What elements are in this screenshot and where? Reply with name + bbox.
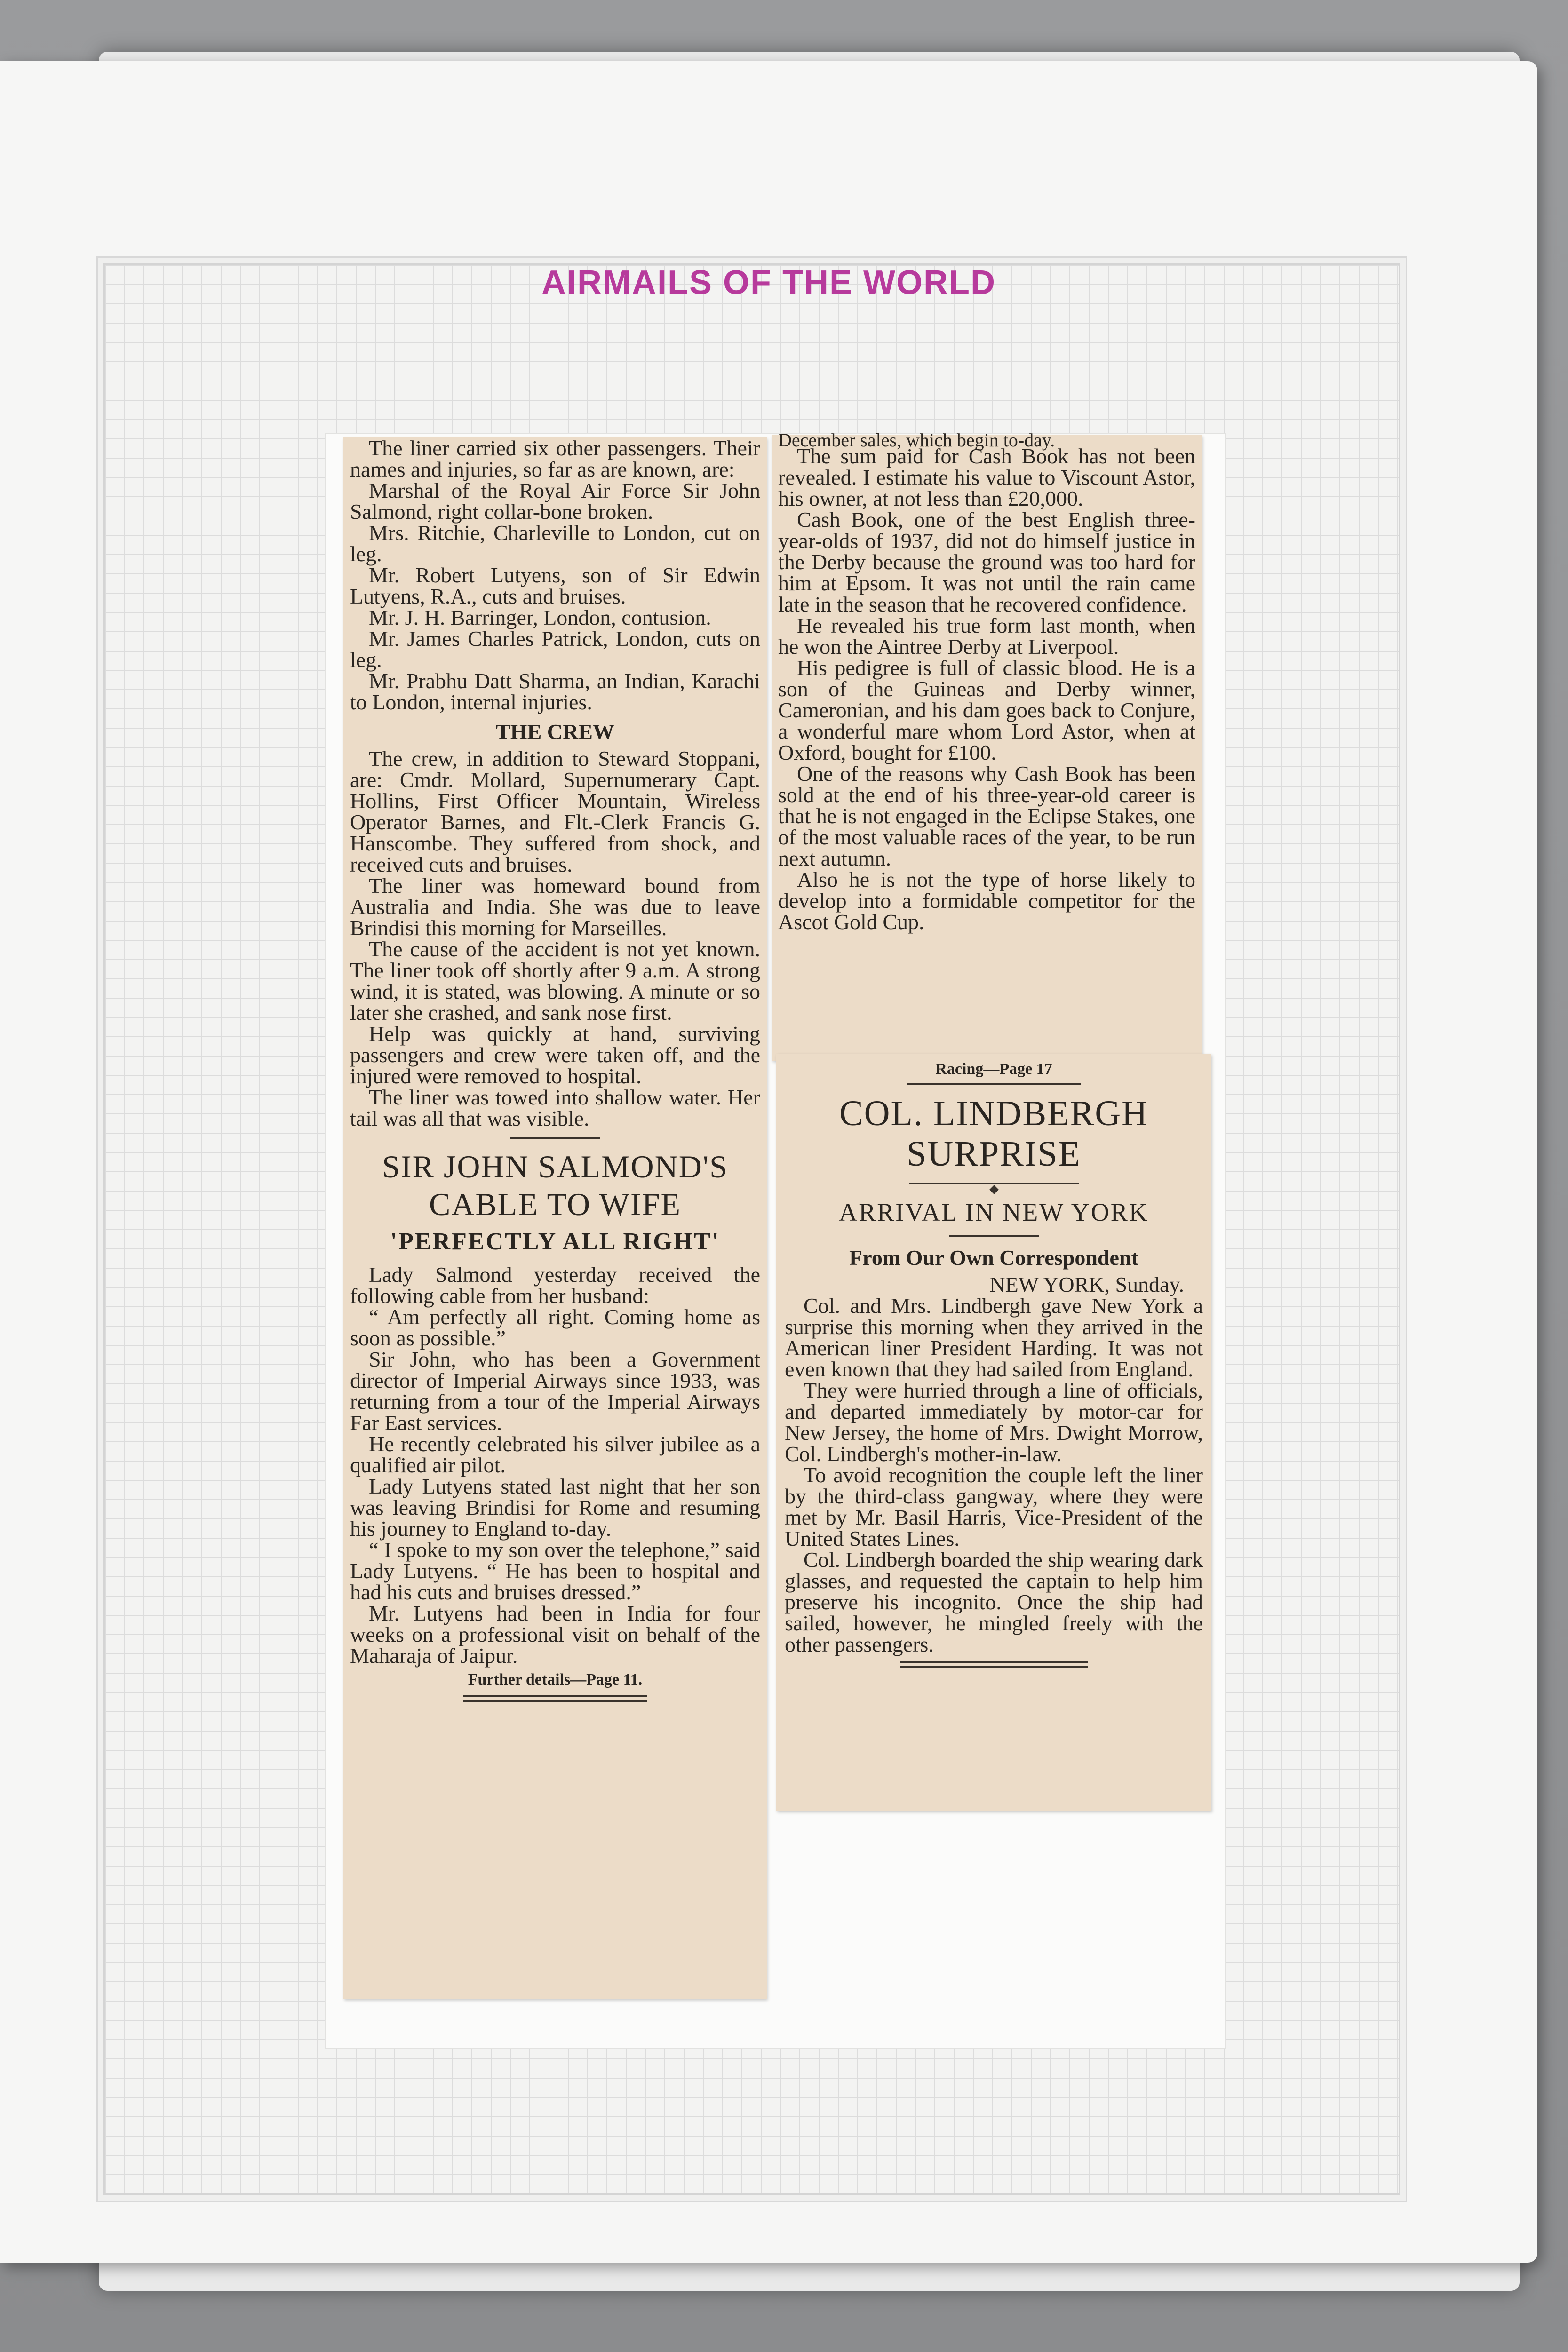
paragraph: To avoid recognition the couple left the liner by the third-class gangway, where they were met by Mr. Basil Harris, Vice-President of the United States Lines. [785, 1463, 1203, 1550]
paragraph: He recently celebrated his silver jubilee as a qualified air pilot. [350, 1432, 760, 1477]
paragraph: Cash Book, one of the best English three-year-olds of 1937, did not do himself justice in the Derby because the ground was too hard for him at Epsom. It was not until the rain came late in the season that he recovered confidence. [778, 508, 1195, 616]
paragraph: “ I spoke to my son over the telephone,” said Lady Lutyens. “ He has been to hospital and had his cuts and bruises dressed.” [350, 1538, 760, 1604]
page-reference: Further details—Page 11. [468, 1671, 643, 1688]
paragraph: His pedigree is full of classic blood. He is a son of the Guineas and Derby winner, Cameronian, and his dam goes back to Conjure, a wonderful mare whom Lord Astor, when at Oxford, bought for £100. [778, 656, 1195, 764]
paragraph: Also he is not the type of horse likely to develop into a formidable competitor for the Ascot Gold Cup. [778, 867, 1195, 934]
paragraph: Col. Lindbergh boarded the ship wearing dark glasses, and requested the captain to help him preserve his incognito. Once the ship had sailed, however, he mingled freely with the other passengers. [785, 1548, 1203, 1656]
byline: From Our Own Correspondent [849, 1246, 1138, 1270]
divider [949, 1235, 1039, 1237]
paragraph: The cause of the accident is not yet known. The liner took off shortly after 9 a.m. A strong wind, it is stated, was blowing. A minute or so later she crashed, and sank nose first. [350, 937, 760, 1025]
subheadline: 'PERFECTLY ALL RIGHT' [390, 1228, 720, 1255]
dateline: NEW YORK, Sunday. [989, 1272, 1184, 1296]
subheadline: ARRIVAL IN NEW YORK [839, 1198, 1149, 1226]
paragraph: He revealed his true form last month, when he won the Aintree Derby at Liverpool. [778, 613, 1195, 659]
page-title: AIRMAILS OF THE WORLD [541, 264, 996, 302]
paragraph: Lady Salmond yesterday received the following cable from her husband: [350, 1263, 760, 1308]
paragraph: Mrs. Ritchie, Charleville to London, cut on leg. [350, 521, 760, 566]
paragraph: The crew, in addition to Steward Stoppani, are: Cmdr. Mollard, Supernumerary Capt. Hollins, First Officer Mountain, Wireless Operator Barnes, and Flt.-Clerk Francis G. Hanscombe. They suffered from shock, and received cuts and bruises. [350, 747, 760, 876]
paragraph: Mr. Prabhu Datt Sharma, an Indian, Karachi to London, internal injuries. [350, 669, 760, 714]
paragraph: They were hurried through a line of officials, and departed immediately by motor-car for New Jersey, the home of Mrs. Dwight Morrow, Col. Lindbergh's mother-in-law. [785, 1378, 1203, 1466]
paragraph: The liner was homeward bound from Australia and India. She was due to leave Brindisi this morning for Marseilles. [350, 874, 760, 940]
diamond-ornament [989, 1185, 999, 1194]
paragraph: The liner was towed into shallow water. Her tail was all that was visible. [350, 1085, 760, 1130]
section-heading: THE CREW [496, 720, 614, 744]
clipping-bottom-right [776, 1054, 1211, 1811]
paragraph: Mr. James Charles Patrick, London, cuts on leg. [350, 627, 760, 672]
paragraph: The sum paid for Cash Book has not been revealed. I estimate his value to Viscount Astor, his owner, at not less than £20,000. [778, 444, 1195, 510]
paragraph: Marshal of the Royal Air Force Sir John Salmond, right collar-bone broken. [350, 478, 760, 524]
headline: COL. LINDBERGH SURPRISE [839, 1094, 1149, 1174]
divider [907, 1083, 1081, 1085]
paragraph: The liner carried six other passengers. Their names and injuries, so far as are known, are: [350, 436, 760, 481]
cut-line: December sales, which begin to-day. [778, 429, 1055, 451]
paragraph: Sir John, who has been a Government director of Imperial Airways since 1933, was returning from a tour of the Imperial Airways Far East services. [350, 1347, 760, 1435]
paragraph: Help was quickly at hand, surviving passengers and crew were taken off, and the injured were removed to hospital. [350, 1022, 760, 1088]
paragraph: One of the reasons why Cash Book has been sold at the end of his three-year-old career is that he is not engaged in the Eclipse Stakes, one of the most valuable races of the year, to be run next autumn. [778, 762, 1195, 870]
paragraph: Lady Lutyens stated last night that her son was leaving Brindisi for Rome and resuming his journey to England to-day. [350, 1474, 760, 1541]
clipping-top-right [772, 429, 1202, 1061]
paragraph: Mr. Robert Lutyens, son of Sir Edwin Lutyens, R.A., cuts and bruises. [350, 563, 760, 608]
paragraph: Col. and Mrs. Lindbergh gave New York a surprise this morning when they arrived in the American liner President Harding. It was not even known that they had sailed from England. [785, 1294, 1203, 1381]
clipping-left [343, 437, 767, 1999]
headline: SIR JOHN SALMOND'S CABLE TO WIFE [382, 1149, 728, 1222]
page-reference: Racing—Page 17 [935, 1060, 1052, 1078]
double-rule [900, 1661, 1088, 1668]
divider [510, 1137, 600, 1139]
paragraph: Mr. J. H. Barringer, London, contusion. [369, 605, 711, 629]
paragraph: “ Am perfectly all right. Coming home as soon as possible.” [350, 1305, 760, 1350]
double-rule [463, 1695, 647, 1702]
paragraph: Mr. Lutyens had been in India for four weeks on a professional visit on behalf of the Maharaja of Jaipur. [350, 1601, 760, 1668]
divider [909, 1183, 1079, 1184]
